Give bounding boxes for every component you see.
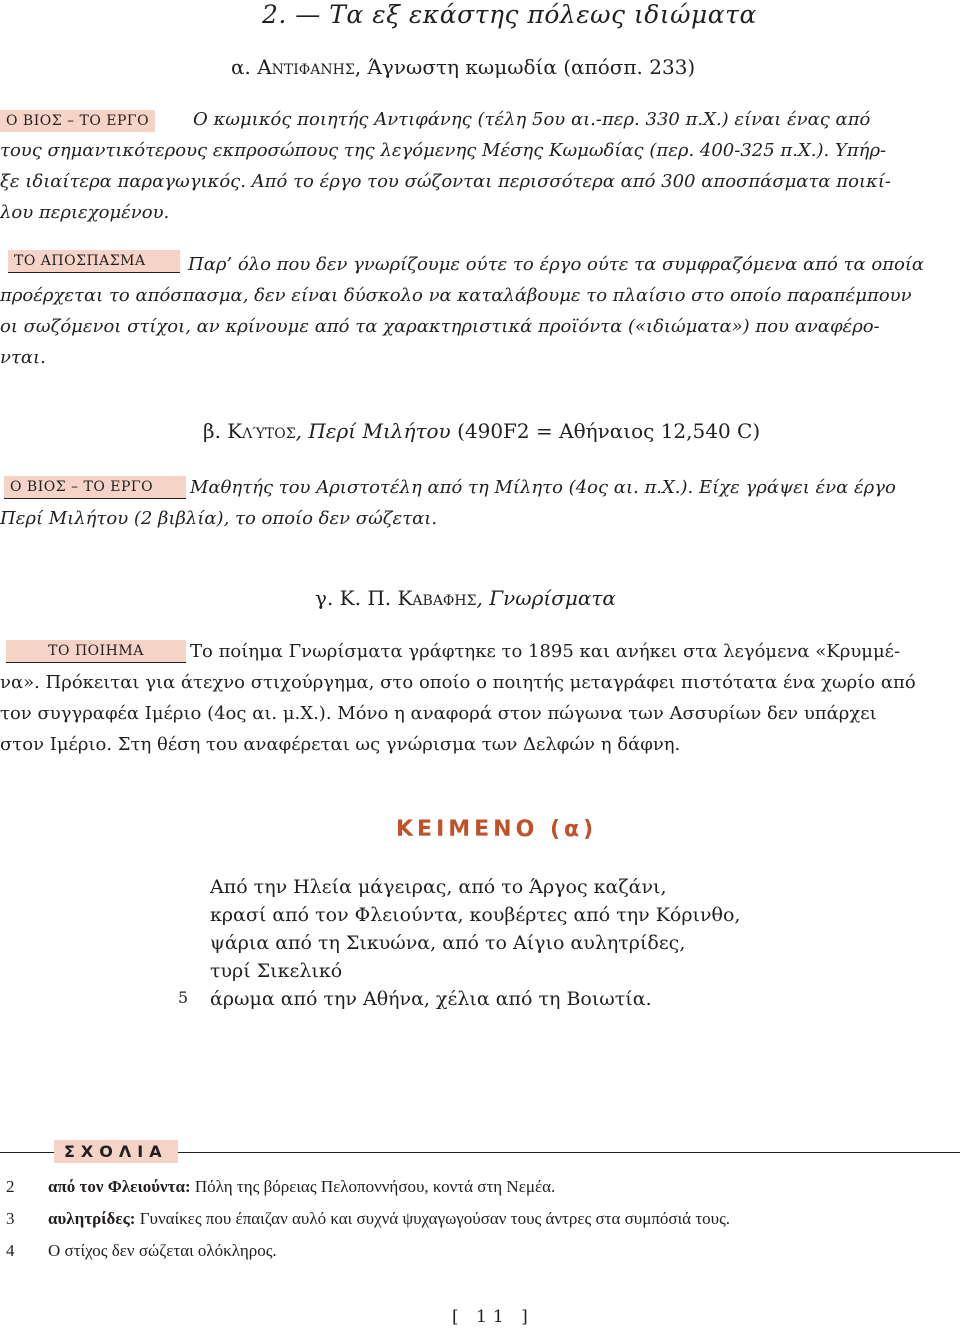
section-a-author: Αντιφανησ [257,55,355,79]
bio-a-line: ξε ιδιαίτερα παραγωγικός. Από το έργο του σώζονται περισσότερα από 300 αποσπάσματα ποικί- [0,171,891,192]
section-b-heading [203,419,760,443]
bio-b-line: Μαθητής του Αριστοτέλη από τη Μίλητο (4ος αι. π.Χ.). Είχε γράψει ένα έργο [190,477,896,498]
verse-line: άρωμα από την Αθήνα, χέλια από τη Βοιωτία. [210,988,652,1010]
verse-line-number: 5 [178,988,189,1007]
verse-line: Από την Ηλεία μάγειρας, από το Άργος καζάνι, [210,876,667,898]
bio-a-line: τους σημαντικότερους εκπροσώπους της λεγόμενης Μέσης Κωμωδίας (περ. 400-325 π.Χ.). Υπήρ- [0,140,887,161]
poem-line: τον συγγραφέα Ιμέριο (4ος αι. μ.Χ.). Μόνο η αναφορά στον πώγωνα των Ασσυρίων δεν υπάρχει [0,703,877,724]
bio-a-line: λου περιεχομένου. [0,202,170,223]
bio-text-a [0,104,960,228]
note-number: 2 [6,1177,15,1196]
verse-line: ψάρια από τη Σικυώνα, από το Αίγιο αυλητρίδες, [210,932,686,954]
note-term: αυλητρίδες: [48,1209,136,1228]
scholia-note [0,1241,277,1261]
keimeno-title: ΚΕΙΜΕΝΟ (α) [396,817,598,842]
poem-line: στον Ιμέριο. Στη θέση του αναφέρεται ως γνώρισμα των Δελφών η δάφνη. [0,734,681,755]
fragment-line: προέρχεται το απόσπασμα, δεν είναι δύσκολο να καταλάβουμε το πλαίσιο στο οποίο παραπέμπουν [0,285,912,306]
fragment-label: ΤΟ ΑΠΟΣΠΑΣΜΑ [8,250,180,273]
fragment-line: οι σωζόμενοι στίχοι, αν κρίνουμε από τα χαρακτηριστικά προϊόντα («ιδιώματα») που αναφέρο- [0,316,880,337]
section-c-title: , Γνωρίσματα [476,586,616,610]
page-title: 2. — Τα εξ εκάστης πόλεως ιδιώματα [262,0,757,29]
note-text: Πόλη της βόρειας Πελοποννήσου, κοντά στη Νεμέα. [190,1177,556,1196]
section-c-author: Καβαφησ [397,586,477,610]
section-b-author: Κλύτος [227,419,296,443]
scholia-note [0,1177,555,1197]
poem-line: Το ποίημα Γνωρίσματα γράφτηκε το 1895 και ανήκει στα λεγόμενα «Κρυμμέ- [190,641,901,662]
bio-label-a: Ο ΒΙΟΣ – ΤΟ ΕΡΓΟ [0,110,155,132]
note-number: 4 [6,1241,15,1260]
poem-label: ΤΟ ΠΟΙΗΜΑ [6,640,186,663]
fragment-line: νται. [0,347,46,368]
section-c-heading [315,586,616,610]
verse-line: τυρί Σικελικό [210,960,343,982]
poem-text [0,636,960,760]
note-number: 3 [6,1209,15,1228]
bio-a-line: Ο κωμικός ποιητής Αντιφάνης (τέλη 5ου αι.-περ. 330 π.Χ.) είναι ένας από [193,109,871,130]
scholia-title: ΣΧΟΛΙΑ [54,1140,178,1163]
verse-line: κρασί από τον Φλειούντα, κουβέρτες από την Κόρινθο, [210,904,741,926]
section-c-prefix: γ. Κ. Π. [315,586,398,610]
verses [210,873,910,1013]
bio-label-b: Ο ΒΙΟΣ – ΤΟ ΕΡΓΟ [4,476,186,499]
fragment-line: Παρ’ όλο που δεν γνωρίζουμε ούτε το έργο ούτε τα συμφραζόμενα από τα οποία [188,254,925,275]
bio-b-line: Περί Μιλήτου (2 βιβλία), το οποίο δεν σώζεται. [0,508,438,529]
poem-line: να». Πρόκειται για άτεχνο στιχούργημα, στο οποίο ο ποιητής μεταγράφει πιστότατα ένα χωρίο από [0,672,916,693]
bio-text-b [0,472,960,534]
section-b-prefix: β. [203,419,228,443]
section-a-rest: , Άγνωστη κωμωδία (απόσπ. 233) [354,55,696,79]
note-term: από τον Φλειούντα: [48,1177,191,1196]
scholia-note [0,1209,730,1229]
note-text: Ο στίχος δεν σώζεται ολόκληρος. [48,1241,277,1260]
page-number: [ 11 ] [452,1307,534,1327]
section-b-ref: (490F2 = Αθήναιος 12,540 C) [450,419,761,443]
section-a-prefix: α. [231,55,258,79]
fragment-text [0,249,960,373]
section-b-title: , Περί Μιλήτου [295,419,451,443]
note-text: Γυναίκες που έπαιζαν αυλό και συχνά ψυχαγωγούσαν τους άντρες στα συμπόσιά τους. [135,1209,731,1228]
section-a-heading [231,55,695,79]
